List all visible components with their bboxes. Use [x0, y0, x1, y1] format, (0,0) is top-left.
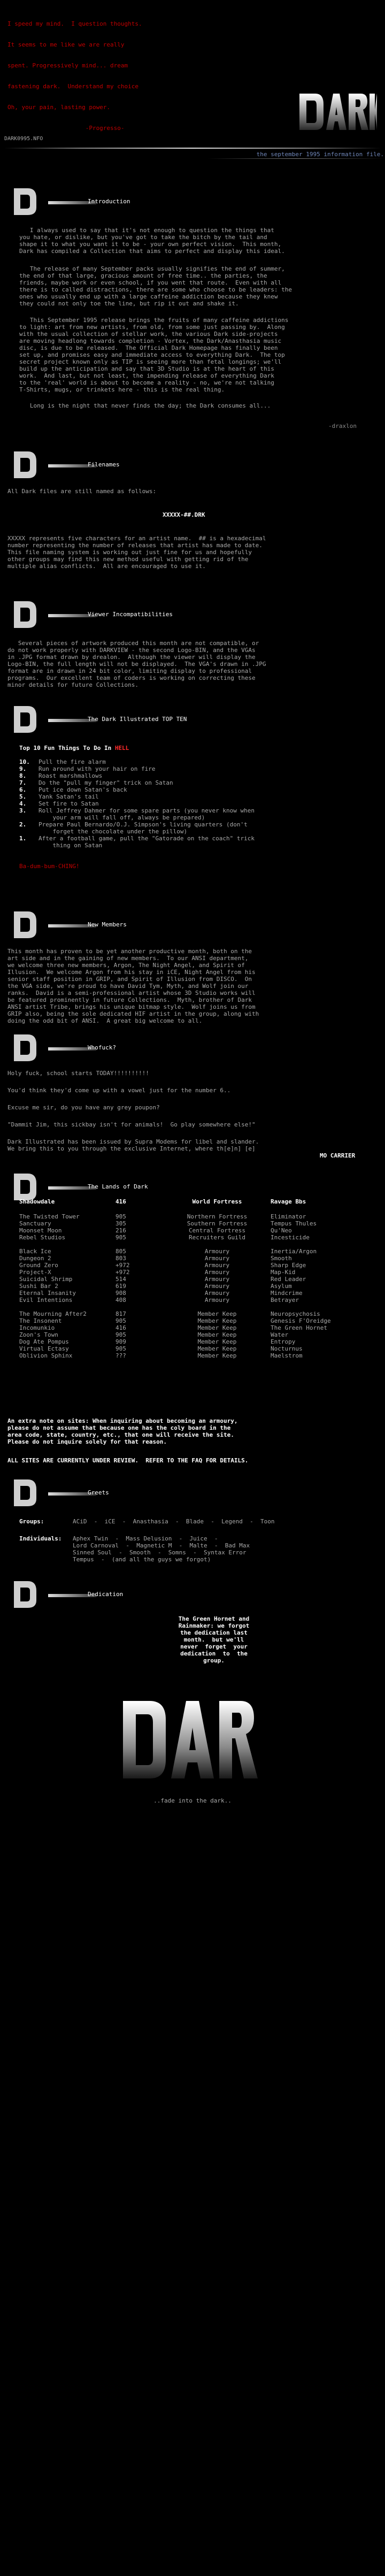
newmembers-text: This month has proven to be yet another productive month, both on the art side and in the gaining of new members. To our ANSI department, we welcome three new members, Argon, The Night Angel, and Spirit of Illusion. We welcome Argon from his stay in iCE, Night Angel from his senior staff position in GRIP, and Spirit of Illusion from DISCO. On the VGA side, we're proud to have David Tym, Myth, and Wolf join our ranks. David is a semi-professional artist whose 3D Studio works will be featured prominently in future Collections. Myth, brother of Dark ANSI artist Tribe, brings his unique bitmap style. Wolf joins us from GRIP also, being the sole dedicated HIF artist in the group, along with doing the odd bit of ANSI. A great big welcome to all. — [7, 948, 259, 1024]
whofuck-line: "Dammit Jim, this sickbay isn't for animals! Go play somewhere else!" — [7, 1121, 256, 1128]
lands-cell: Member Keep — [197, 1338, 237, 1345]
lands-cell: 905 — [116, 1234, 126, 1241]
lands-row — [19, 1248, 372, 1255]
dark-logo-icon — [297, 83, 377, 136]
quote-line: It seems to me like we are really — [7, 41, 125, 48]
section-title: Greets — [88, 1489, 109, 1496]
topten-text: Prepare Paul Bernardo/O.J. Simpson's living quarters (don't forget the chocolate under the pillow) — [38, 821, 248, 835]
lands-cell: Zoon's Town — [19, 1331, 58, 1338]
d-logo-icon — [12, 186, 49, 217]
section-title: New Members — [88, 921, 127, 928]
topten-text: Run around with your hair on fire — [38, 765, 156, 772]
topten-item — [19, 772, 372, 779]
d-logo-icon — [12, 599, 49, 630]
topten-number: 4. — [19, 800, 27, 807]
lands-cell: Smooth — [271, 1255, 292, 1262]
lands-row — [19, 1269, 372, 1276]
lands-cell: 905 — [116, 1213, 126, 1220]
lands-cell: Evil Intentions — [19, 1297, 73, 1304]
section-header-greets — [6, 1477, 381, 1512]
lands-cell: Dungeon 2 — [19, 1255, 51, 1262]
lands-cell: ??? — [116, 1352, 126, 1359]
topten-item — [19, 765, 372, 772]
lands-cell: Armoury — [204, 1297, 230, 1304]
lands-cell: Neuropsychosis — [271, 1310, 320, 1317]
lands-cell: The Mourning After2 — [19, 1310, 87, 1317]
d-logo-icon — [12, 704, 49, 735]
intro-paragraph: Long is the night that never finds the day; the Dark consumes all... — [19, 402, 271, 409]
filenames-explanation: XXXXX represents five characters for an artist name. ## is a hexadecimal number representing the number of releases that artist has made to date. This file naming system is working out just fine for us and hopefully other groups may find this new method useful with getting rid of the multiple alias conflicts. All are encouraged to use it. — [7, 535, 266, 570]
lands-cell: Incesticide — [271, 1234, 310, 1241]
lands-row — [19, 1324, 372, 1331]
lands-cell: 817 — [116, 1310, 126, 1317]
whofuck-signature: MO CARRIER — [320, 1152, 356, 1159]
quote-line: spent. Progressively mind... dream — [7, 62, 128, 69]
topten-item — [19, 800, 372, 807]
lands-cell: +972 — [116, 1262, 130, 1269]
divider — [4, 148, 381, 149]
lands-cell: Member Keep — [197, 1317, 237, 1324]
d-logo-icon — [12, 449, 49, 480]
topten-item — [19, 786, 372, 793]
lands-row — [19, 1331, 372, 1338]
lands-cell: The Insonent — [19, 1317, 62, 1324]
whofuck-line: You'd think they'd come up with a vowel just for the number 6.. — [7, 1087, 231, 1094]
lands-cell: Armoury — [204, 1276, 230, 1283]
viewer-text: Several pieces of artwork produced this month are not compatible, or do not work properly with DARKVIEW - the second Logo-BIN, and the VGAs in .JPG format drawn by drealon. Although the viewer will display the Logo-BIN, the full length will not be displayed. The VGA's drawn in .JPG format are in drawn in 24 bit color, limiting display to professional programs. Our excellent team of coders is working on correcting these minor details for future Collections. — [7, 640, 266, 688]
spacer — [19, 1206, 372, 1213]
lands-row — [19, 1262, 372, 1269]
lands-cell: Betrayer — [271, 1297, 299, 1304]
lands-row — [19, 1290, 372, 1297]
section-header-dedication — [6, 1579, 381, 1613]
topten-item — [19, 793, 372, 800]
lands-cell: Armoury — [204, 1269, 230, 1276]
lands-cell: Ground Zero — [19, 1262, 58, 1269]
topten-number: 10. — [19, 758, 30, 765]
lands-row — [19, 1276, 372, 1283]
section-title: Filenames — [88, 461, 120, 468]
section-header-whofuck — [6, 1032, 381, 1067]
section-title: Viewer Incompatibilities — [88, 611, 173, 618]
lands-cell: Genesis F'Oreidge — [271, 1317, 331, 1324]
lands-cell: 905 — [116, 1317, 126, 1324]
lands-cell: Member Keep — [197, 1310, 237, 1317]
whofuck-line: Holy fuck, school starts TODAY!!!!!!!!!! — [7, 1070, 149, 1077]
section-header-viewer — [6, 599, 381, 633]
lands-cell: Sharp Edge — [271, 1262, 306, 1269]
lands-rows — [19, 1206, 372, 1359]
lands-cell: Northern Fortress — [187, 1213, 248, 1220]
topten-sign: Ba-dum-bum-CHING! — [19, 863, 80, 870]
lands-cell: The Green Hornet — [271, 1324, 327, 1331]
divider — [207, 158, 384, 159]
lands-cell: Map-Kid — [271, 1269, 296, 1276]
lands-cell: Rebel Studios — [19, 1234, 66, 1241]
greets-individuals: Individuals: Aphex Twin - Mass Delusion - Juice - Lord Carnoval - Magnetic M - Malte - Bad Max Sinned Soul - Smooth - Somns - Syntax Error Tempus - (and all the guys we forgot) — [19, 1535, 250, 1563]
lands-cell: Armoury — [204, 1255, 230, 1262]
lands-cell: Qu'Neo — [271, 1227, 292, 1234]
lands-cell: Incomunkio — [19, 1324, 55, 1331]
lands-cell: Sushi Bar 2 — [19, 1283, 58, 1290]
section-title: Whofuck? — [88, 1044, 116, 1051]
section-header-filenames — [6, 449, 381, 484]
lands-row — [19, 1352, 372, 1359]
lands-cell: Eliminator — [271, 1213, 306, 1220]
topten-text: Roll Jeffrey Dahmer for some spare parts (you never know when your arm will fall off, always be prepared) — [38, 807, 255, 821]
lands-cell: Armoury — [204, 1290, 230, 1297]
intro-signature: -draxlon — [328, 423, 357, 430]
lands-header-row: Shadowdale 416 World Fortress Ravage Bbs — [19, 1198, 306, 1205]
topten-text: Put ice down Satan's back — [38, 786, 127, 793]
topten-number: 9. — [19, 765, 27, 772]
lands-cell: 216 — [116, 1227, 126, 1234]
lands-cell: 305 — [116, 1220, 126, 1227]
lands-cell: 905 — [116, 1345, 126, 1352]
topten-number: 2. — [19, 821, 27, 828]
lands-cell: Entropy — [271, 1338, 296, 1345]
lands-table — [19, 1198, 372, 1359]
lands-row — [19, 1345, 372, 1352]
greets-groups: Groups: ACiD - iCE - Anasthasia - Blade - Legend - Toon — [19, 1518, 275, 1525]
topten-number: 3. — [19, 807, 27, 814]
lands-cell: Dog Ate Pompus — [19, 1338, 69, 1345]
quote-line: Oh, your pain, lasting power. — [7, 104, 111, 111]
lands-cell: 416 — [116, 1324, 126, 1331]
lands-cell: 908 — [116, 1290, 126, 1297]
section-title: The Dark Illustrated TOP TEN — [88, 716, 187, 723]
lands-cell: 805 — [116, 1248, 126, 1255]
d-logo-icon — [12, 909, 49, 940]
lands-cell: Tempus Thules — [271, 1220, 317, 1227]
lands-cell: 514 — [116, 1276, 126, 1283]
topten-text: Roast marshmallows — [38, 772, 103, 779]
lands-cell: 803 — [116, 1255, 126, 1262]
lands-row — [19, 1283, 372, 1290]
topten-number: 7. — [19, 779, 27, 786]
footer-fade: ..fade into the dark.. — [153, 1797, 232, 1804]
lands-row — [19, 1310, 372, 1317]
topten-item — [19, 807, 372, 821]
lands-cell: Member Keep — [197, 1345, 237, 1352]
lands-row — [19, 1227, 372, 1234]
topten-text: After a football game, pull the "Gatorade on the coach" trick thing on Satan — [38, 835, 255, 849]
intro-paragraph: The release of many September packs usually signifies the end of summer, the end of that large, gracious amount of free time.. the parties, the friends, maybe work or even school, if you went that route. Even with all there is to called distractions, there are some who choose to be leaders: the ones who usually end up with a large caffeine addiction because they knew they could not only toe the line, but rip it out and shake it. — [19, 265, 292, 307]
lands-cell: +972 — [116, 1269, 130, 1276]
spacer — [19, 1241, 372, 1248]
header-quote — [7, 6, 179, 139]
lands-cell: Central Fortress — [189, 1227, 245, 1234]
lands-cell: 619 — [116, 1283, 126, 1290]
d-logo-icon — [12, 1032, 49, 1063]
topten-text: Do the "pull my finger" trick on Satan — [38, 779, 173, 786]
section-title: The Lands of Dark — [88, 1183, 148, 1190]
d-logo-icon — [12, 1579, 49, 1610]
lands-cell: Suicidal Shrimp — [19, 1276, 73, 1283]
quote-line: I speed my mind. I question thoughts. — [7, 20, 142, 27]
topten-text: Set fire to Satan — [38, 800, 99, 807]
lands-row — [19, 1234, 372, 1241]
topten-text: Yank Satan's tail — [38, 793, 99, 800]
lands-cell: Maelstrom — [271, 1352, 303, 1359]
lands-cell: Asylum — [271, 1283, 292, 1290]
topten-number: 8. — [19, 772, 27, 779]
lands-row — [19, 1317, 372, 1324]
topten-item — [19, 779, 372, 786]
topten-text: Pull the fire alarm — [38, 758, 106, 765]
topten-item — [19, 821, 372, 835]
lands-cell: Virtual Ectasy — [19, 1345, 69, 1352]
lands-cell: 909 — [116, 1338, 126, 1345]
lands-cell: Member Keep — [197, 1331, 237, 1338]
lands-cell: Black Ice — [19, 1248, 51, 1255]
lands-cell: Armoury — [204, 1283, 230, 1290]
lands-cell: Sanctuary — [19, 1220, 51, 1227]
lands-cell: Member Keep — [197, 1324, 237, 1331]
whofuck-line: Dark Illustrated has been issued by Supra Modems for libel and slander. We bring this to you through the exclusive Internet, where th[e]n] [e] — [7, 1138, 259, 1152]
topten-number: 5. — [19, 793, 27, 800]
quote-line: -Progresso- — [7, 125, 125, 132]
filename-pattern: XXXXX-##.DRK — [163, 511, 205, 518]
topten-item — [19, 758, 372, 765]
topten-number: 1. — [19, 835, 27, 842]
lands-cell: Armoury — [204, 1262, 230, 1269]
lands-cell: Moonset Moon — [19, 1227, 62, 1234]
lands-cell: 905 — [116, 1331, 126, 1338]
lands-row — [19, 1213, 372, 1220]
whofuck-line: Excuse me sir, do you have any grey poupon? — [7, 1104, 160, 1111]
topten-items — [19, 758, 372, 849]
lands-cell: Southern Fortress — [187, 1220, 248, 1227]
d-logo-icon — [12, 1477, 49, 1508]
lands-cell: Red Leader — [271, 1276, 306, 1283]
section-header-intro — [6, 186, 381, 220]
lands-cell: Armoury — [204, 1248, 230, 1255]
lands-row — [19, 1338, 372, 1345]
topten-number: 6. — [19, 786, 27, 793]
section-title: Dedication — [88, 1591, 124, 1598]
intro-paragraph: This September 1995 release brings the fruits of many caffeine addictions to light: art from new artists, from old, from some just passing by. Along with the usual collection of stellar work, the various Dark side-projects are moving headlong towards completion - Vortex, the Dark/Anasthasia music disc, is due to be released. The Official Dark Homepage has finally been set up, and promises easy and immediate access to everything Dark. The top secret project known only as TIP is seeing more than fetal longings; we'll build up the anticipation and say that 3D Studio is at the heart of this work. And last, but not least, the impending release of everything Dark to the 'real' world is about to become a reality - no, we're not talking T-Shirts, mugs, or trinkets here - this is the real thing. — [19, 317, 289, 393]
lands-cell: The Twisted Tower — [19, 1213, 80, 1220]
topten-list — [19, 745, 372, 870]
lands-cell: Mindcrime — [271, 1290, 303, 1297]
section-title: Introduction — [88, 198, 130, 205]
lands-cell: Water — [271, 1331, 289, 1338]
section-header-newmembers — [6, 909, 381, 944]
section-header-topten — [6, 704, 381, 738]
lands-row — [19, 1220, 372, 1227]
dark-logo-icon — [118, 1685, 267, 1792]
lands-cell: Project-X — [19, 1269, 51, 1276]
lands-cell: Nocturnus — [271, 1345, 303, 1352]
spacer — [19, 1304, 372, 1310]
dedication-text: The Green Hornet and Rainmaker: we forgot the dedication last month. but we'll never forget your dedication to the group. — [178, 1615, 250, 1664]
lands-cell: Inertia/Argon — [271, 1248, 317, 1255]
lands-cell: Recruiters Guild — [189, 1234, 245, 1241]
info-file-title: the september 1995 information file. — [256, 151, 384, 158]
lands-cell: 408 — [116, 1297, 126, 1304]
intro-paragraph: I always used to say that it's not enough to question the things that you hate, or dislike, but you've got to take the bitch by the tail and shape it to what you want it to be - your own perfect vision. This month, Dark has compiled a Collection that aims to perfect and display this ideal. — [19, 227, 285, 255]
topten-heading: Top 10 Fun Things To Do In HELL — [19, 745, 129, 752]
lands-row — [19, 1255, 372, 1262]
quote-line: fastening dark. Understand my choice — [7, 83, 139, 90]
lands-row — [19, 1297, 372, 1304]
filenames-intro: All Dark files are still named as follows: — [7, 488, 157, 495]
file-signature: DARK0995.NFO — [4, 136, 43, 142]
topten-item — [19, 835, 372, 849]
lands-cell: Member Keep — [197, 1352, 237, 1359]
lands-cell: Eternal Insanity — [19, 1290, 76, 1297]
lands-cell: Oblivion Sphinx — [19, 1352, 73, 1359]
lands-notice: An extra note on sites: When inquiring about becoming an armoury, please do not assume that because one has the coly board in the area code, state, country, etc., that one will receive the site. Please do not inquire solely for that reason. — [7, 1417, 238, 1445]
lands-review: ALL SITES ARE CURRENTLY UNDER REVIEW. REFER TO THE FAQ FOR DETAILS. — [7, 1457, 249, 1464]
